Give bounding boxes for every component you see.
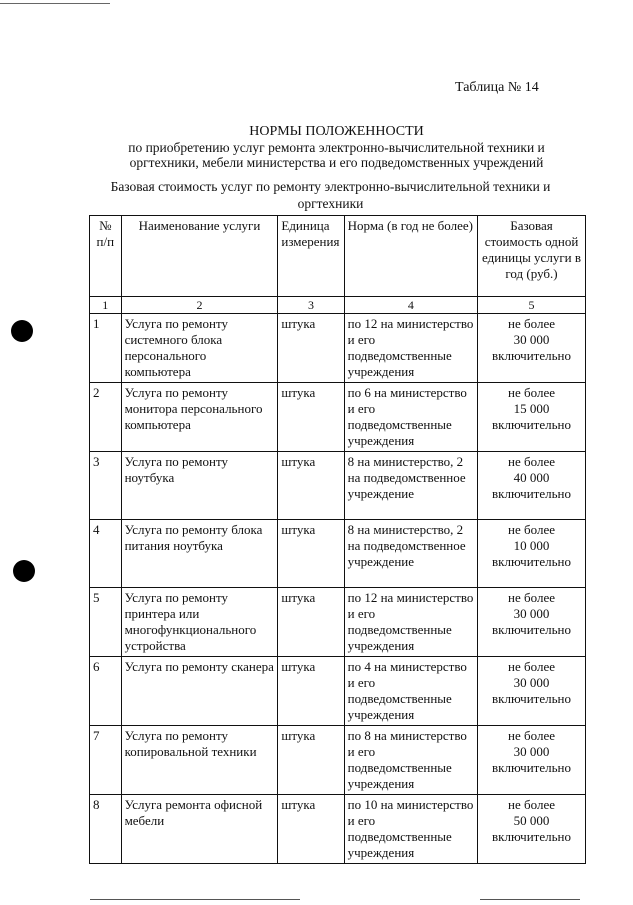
scan-edge-line [0, 3, 110, 4]
row-norm: по 10 на министерство и его подведомственные учреждения [344, 795, 477, 864]
cost-value: 10 000 [513, 538, 550, 553]
row-service-name: Услуга по ремонту сканера [121, 657, 278, 726]
cost-value: 15 000 [513, 401, 550, 416]
punch-hole [13, 560, 35, 582]
row-norm: по 4 на министерство и его подведомственные учреждения [344, 657, 477, 726]
row-unit: штука [278, 520, 344, 588]
row-service-name: Услуга по ремонту принтера или многофункционального устройства [121, 588, 278, 657]
table-row [90, 657, 586, 726]
table-row [90, 795, 586, 864]
row-service-name: Услуга по ремонту монитора персонального компьютера [121, 383, 278, 452]
row-cost [478, 452, 586, 520]
row-num: 5 [90, 588, 122, 657]
column-index: 2 [121, 297, 278, 314]
cost-suffix: включительно [492, 554, 571, 569]
row-cost [478, 726, 586, 795]
row-cost [478, 588, 586, 657]
cost-prefix: не более [508, 797, 555, 812]
cost-suffix: включительно [492, 760, 571, 775]
cost-prefix: не более [508, 728, 555, 743]
table-number: Таблица № 14 [455, 80, 539, 95]
norms-table [89, 215, 586, 864]
row-norm: 8 на министерство, 2 на подведомственное учреждение [344, 452, 477, 520]
table-row [90, 520, 586, 588]
table-row [90, 452, 586, 520]
row-norm: 8 на министерство, 2 на подведомственное учреждение [344, 520, 477, 588]
header-norm: Норма (в год не более) [344, 216, 477, 297]
cost-suffix: включительно [492, 622, 571, 637]
table-row [90, 314, 586, 383]
row-num: 4 [90, 520, 122, 588]
row-unit: штука [278, 383, 344, 452]
cost-suffix: включительно [492, 691, 571, 706]
row-norm: по 6 на министерство и его подведомственные учреждения [344, 383, 477, 452]
cost-prefix: не более [508, 590, 555, 605]
row-num: 1 [90, 314, 122, 383]
cost-prefix: не более [508, 522, 555, 537]
row-service-name: Услуга по ремонту ноутбука [121, 452, 278, 520]
header-cost: Базовая стоимость одной единицы услуги в год (руб.) [478, 216, 586, 297]
row-unit: штука [278, 795, 344, 864]
row-unit: штука [278, 314, 344, 383]
table-row [90, 726, 586, 795]
header-unit: Единица измерения [278, 216, 344, 297]
row-num: 3 [90, 452, 122, 520]
row-cost [478, 657, 586, 726]
base-cost-caption: Базовая стоимость услуг по ремонту электронно-вычислительной техники и [110, 179, 551, 194]
cost-prefix: не более [508, 385, 555, 400]
column-index: 4 [344, 297, 477, 314]
row-service-name: Услуга ремонта офисной мебели [121, 795, 278, 864]
table-row [90, 588, 586, 657]
row-num: 8 [90, 795, 122, 864]
row-norm: по 12 на министерство и его подведомственные учреждения [344, 588, 477, 657]
row-cost [478, 795, 586, 864]
header-name: Наименование услуги [121, 216, 278, 297]
cost-prefix: не более [508, 454, 555, 469]
column-index-row [90, 297, 586, 314]
cost-prefix: не более [508, 316, 555, 331]
header-num: № п/п [90, 216, 122, 297]
row-unit: штука [278, 452, 344, 520]
cost-suffix: включительно [492, 829, 571, 844]
document-subtitle: по приобретению услуг ремонта электронно-вычислительной техники и [128, 140, 545, 155]
cost-suffix: включительно [492, 486, 571, 501]
cost-prefix: не более [508, 659, 555, 674]
table-header-row [90, 216, 586, 297]
row-norm: по 8 на министерство и его подведомственные учреждения [344, 726, 477, 795]
cost-value: 30 000 [513, 744, 550, 759]
column-index: 5 [478, 297, 586, 314]
cost-value: 30 000 [513, 606, 550, 621]
cost-suffix: включительно [492, 417, 571, 432]
row-num: 2 [90, 383, 122, 452]
base-cost-caption: оргтехники [297, 196, 364, 211]
document-subtitle: оргтехники, мебели министерства и его подведомственных учреждений [129, 155, 544, 170]
row-num: 6 [90, 657, 122, 726]
row-norm: по 12 на министерство и его подведомственные учреждения [344, 314, 477, 383]
column-index: 3 [278, 297, 344, 314]
row-service-name: Услуга по ремонту блока питания ноутбука [121, 520, 278, 588]
row-cost [478, 383, 586, 452]
cost-suffix: включительно [492, 348, 571, 363]
row-service-name: Услуга по ремонту копировальной техники [121, 726, 278, 795]
row-num: 7 [90, 726, 122, 795]
column-index: 1 [90, 297, 122, 314]
punch-hole [11, 320, 33, 342]
cost-value: 40 000 [513, 470, 550, 485]
row-cost [478, 520, 586, 588]
row-unit: штука [278, 588, 344, 657]
document-title: НОРМЫ ПОЛОЖЕННОСТИ [249, 124, 424, 139]
row-cost [478, 314, 586, 383]
row-unit: штука [278, 657, 344, 726]
scan-edge-line [480, 899, 580, 900]
cost-value: 30 000 [513, 332, 550, 347]
table-row [90, 383, 586, 452]
cost-value: 30 000 [513, 675, 550, 690]
cost-value: 50 000 [513, 813, 550, 828]
scan-edge-line [90, 899, 300, 900]
row-service-name: Услуга по ремонту системного блока персонального компьютера [121, 314, 278, 383]
row-unit: штука [278, 726, 344, 795]
